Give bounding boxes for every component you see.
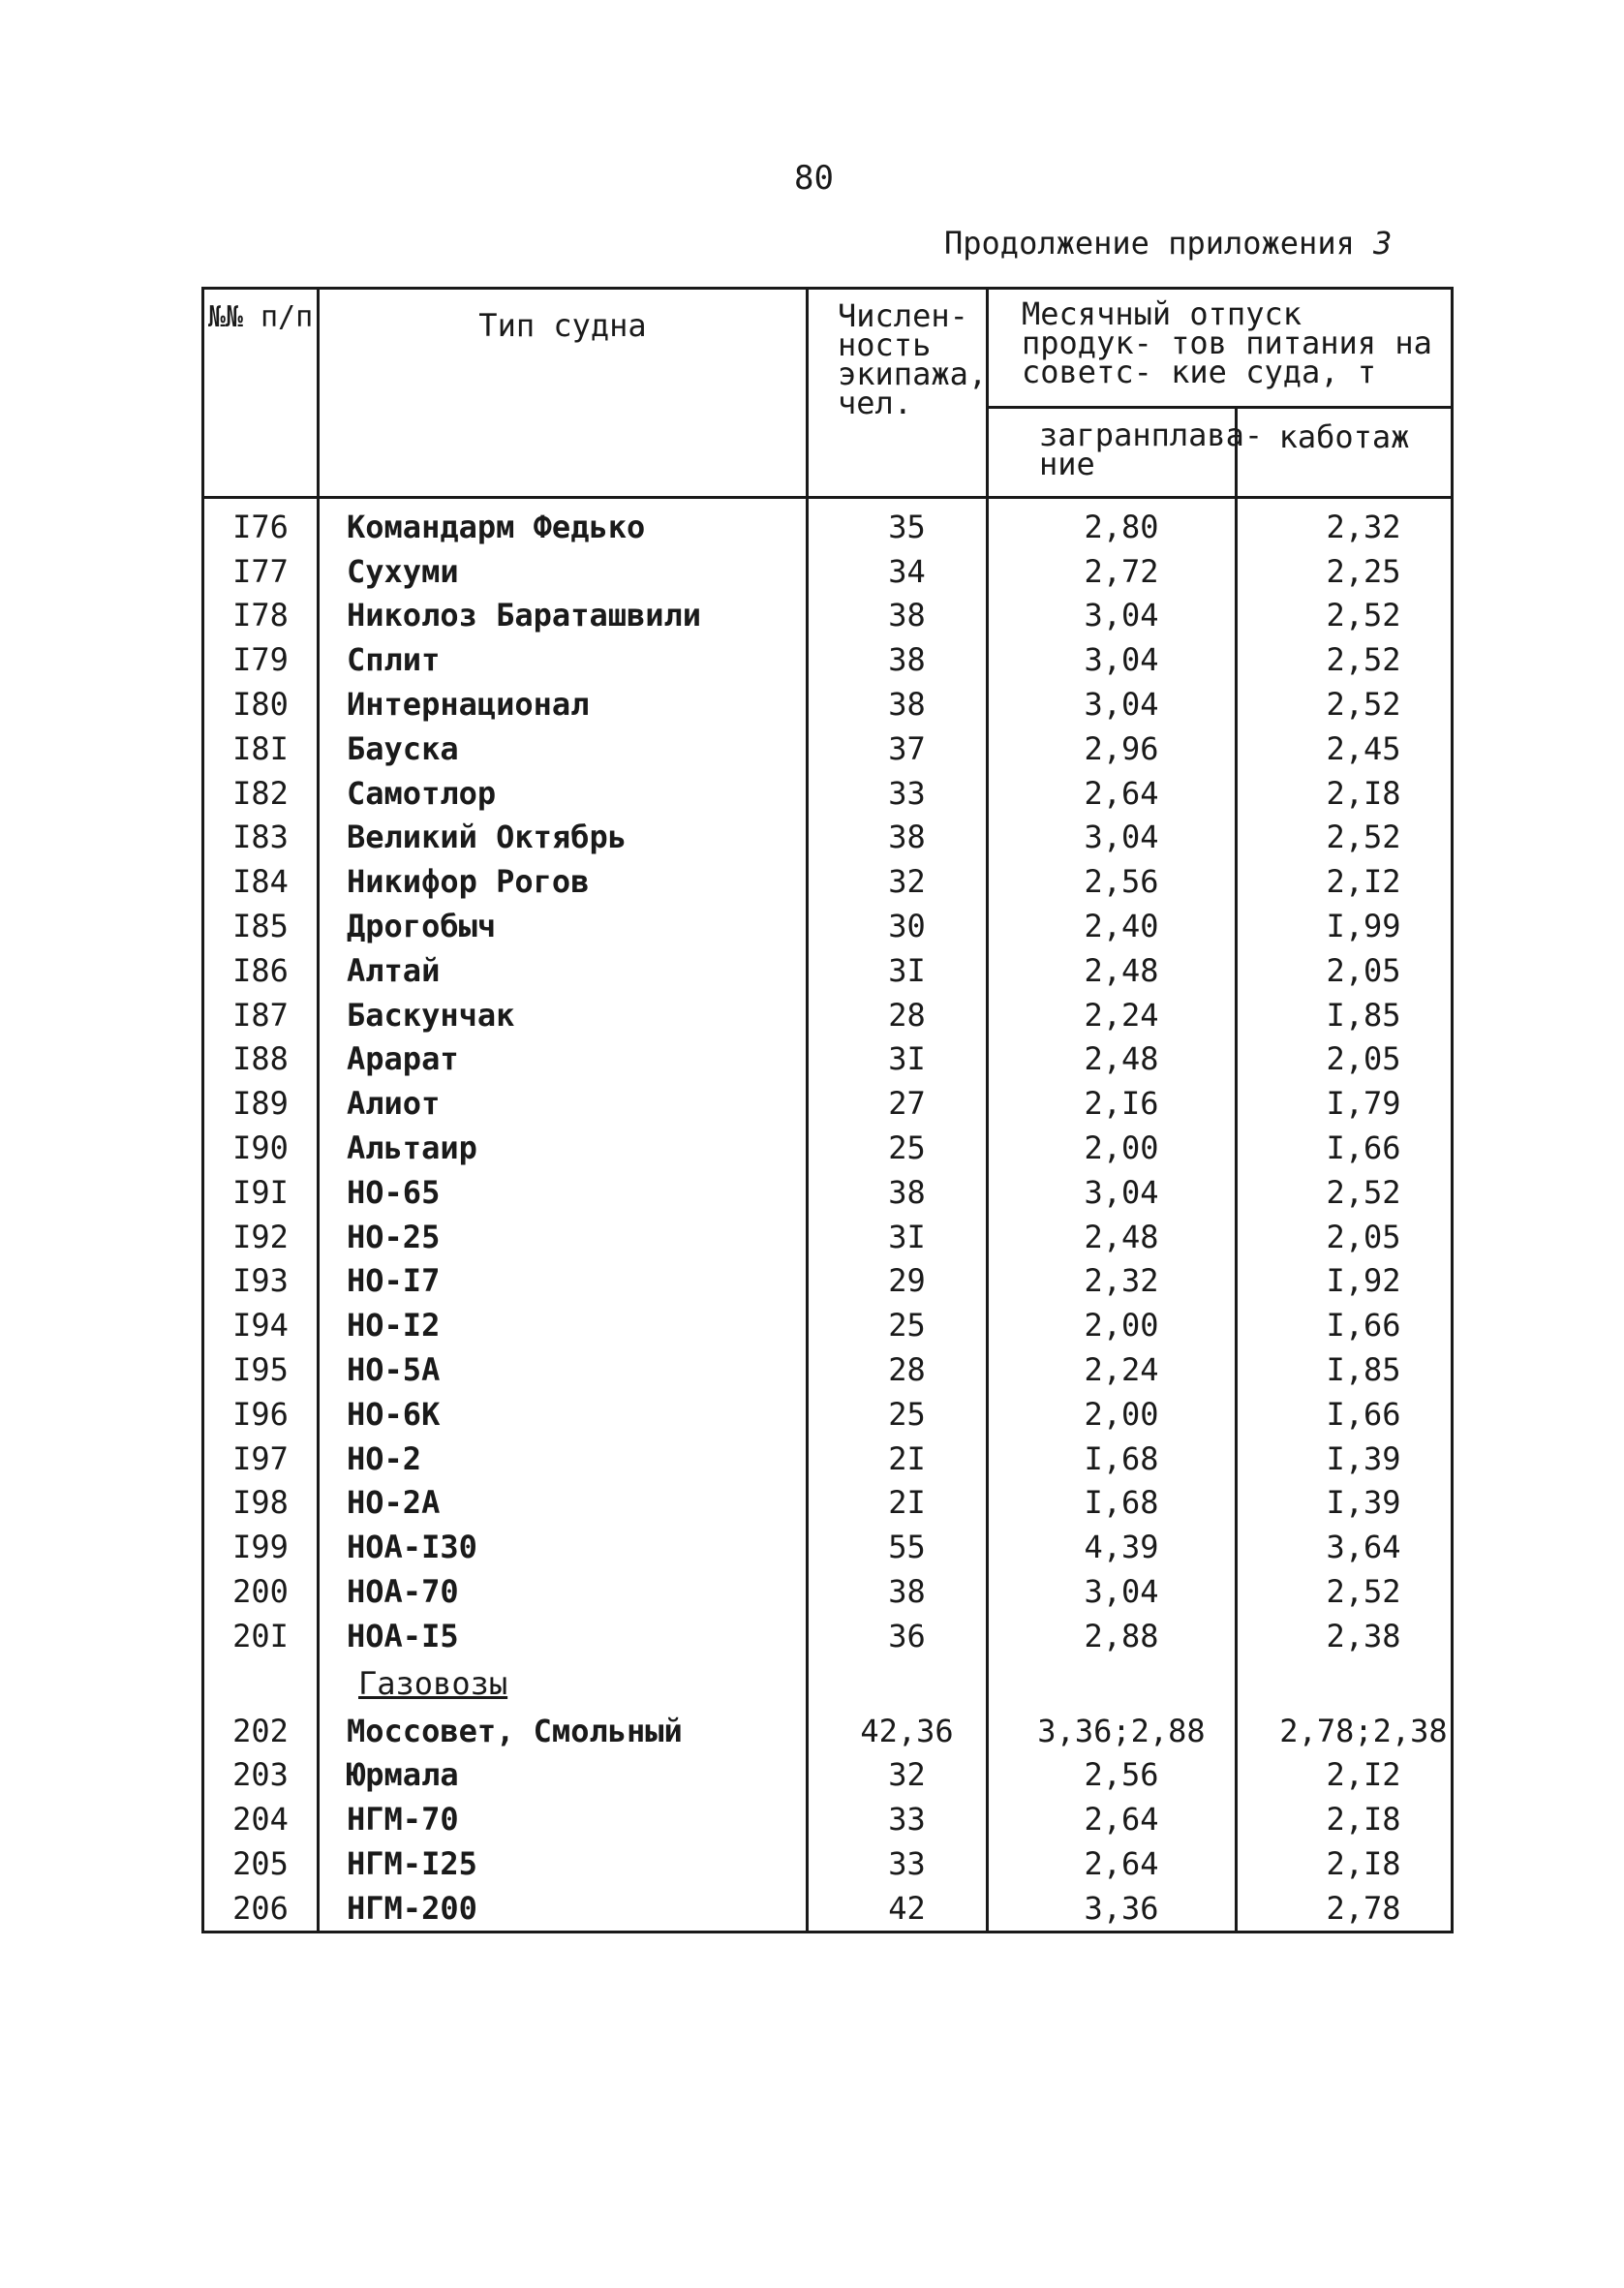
crew-size-cell: 27 <box>808 1081 988 1126</box>
crew-size-cell: 38 <box>808 816 988 860</box>
ship-type-cell: Алиот <box>319 1081 808 1126</box>
ship-type-cell: НО-25 <box>319 1215 808 1259</box>
ship-type-cell: Сплит <box>319 637 808 682</box>
abroad-supply-cell: 2,64 <box>988 1841 1237 1886</box>
header-abroad: загранплава- ние <box>988 408 1237 498</box>
table-body <box>203 498 1453 1932</box>
crew-size-cell: 33 <box>808 771 988 816</box>
empty-cell <box>988 1658 1237 1709</box>
ship-type-cell: Бауска <box>319 727 808 771</box>
table-row <box>203 1437 1453 1481</box>
abroad-supply-cell: 2,32 <box>988 1259 1237 1304</box>
row-number-cell: I80 <box>203 682 319 727</box>
row-number-cell: I94 <box>203 1303 319 1347</box>
crew-size-cell: 32 <box>808 859 988 904</box>
header-cabotage: каботаж <box>1237 408 1453 498</box>
abroad-supply-cell: 3,04 <box>988 1170 1237 1215</box>
ship-type-cell: НО-2 <box>319 1437 808 1481</box>
crew-size-cell: 38 <box>808 1569 988 1614</box>
abroad-supply-cell: 2,I6 <box>988 1081 1237 1126</box>
header-crew: Числен- ность экипажа, чел. <box>808 289 988 498</box>
row-number-cell: I85 <box>203 904 319 948</box>
ship-type-cell: Командарм Федько <box>319 498 808 549</box>
section-title-gas-carriers: Газовозы <box>319 1658 808 1709</box>
row-number-cell: I82 <box>203 771 319 816</box>
cabotage-supply-cell: I,66 <box>1237 1126 1453 1170</box>
crew-size-cell: 30 <box>808 904 988 948</box>
crew-size-cell: 28 <box>808 993 988 1037</box>
crew-size-cell: 25 <box>808 1392 988 1437</box>
crew-size-cell: 36 <box>808 1614 988 1658</box>
row-number-cell: 20I <box>203 1614 319 1658</box>
abroad-supply-cell: 2,80 <box>988 498 1237 549</box>
header-ship-type: Тип судна <box>319 289 808 498</box>
table-row <box>203 771 1453 816</box>
row-number-cell: 202 <box>203 1709 319 1753</box>
cabotage-supply-cell: 2,I2 <box>1237 859 1453 904</box>
abroad-supply-cell: 2,96 <box>988 727 1237 771</box>
table-row <box>203 904 1453 948</box>
ship-type-cell: Алтай <box>319 948 808 993</box>
abroad-supply-cell: 2,64 <box>988 771 1237 816</box>
cabotage-supply-cell: 2,25 <box>1237 549 1453 594</box>
crew-size-cell: 3I <box>808 948 988 993</box>
ship-type-cell: НГМ-200 <box>319 1886 808 1932</box>
crew-size-cell: 42,36 <box>808 1709 988 1753</box>
abroad-supply-cell: 2,88 <box>988 1614 1237 1658</box>
table-row <box>203 1753 1453 1798</box>
row-number-cell: I78 <box>203 594 319 638</box>
table-row <box>203 1841 1453 1886</box>
crew-size-cell: 38 <box>808 594 988 638</box>
row-number-cell: I77 <box>203 549 319 594</box>
row-number-cell: 205 <box>203 1841 319 1886</box>
ship-type-cell: Николоз Бараташвили <box>319 594 808 638</box>
ship-type-cell: Юрмала <box>319 1753 808 1798</box>
continuation-text: Продолжение приложения <box>944 225 1355 262</box>
crew-size-cell: 42 <box>808 1886 988 1932</box>
cabotage-supply-cell: 2,78;2,38 <box>1237 1709 1453 1753</box>
table-row <box>203 1797 1453 1841</box>
crew-size-cell: 35 <box>808 498 988 549</box>
cabotage-supply-cell: 2,05 <box>1237 1037 1453 1082</box>
table-row <box>203 1037 1453 1082</box>
row-number-cell: I86 <box>203 948 319 993</box>
ship-type-cell: НГМ-I25 <box>319 1841 808 1886</box>
row-number-cell: I88 <box>203 1037 319 1082</box>
ship-type-cell: НОА-I5 <box>319 1614 808 1658</box>
crew-size-cell: 34 <box>808 549 988 594</box>
cabotage-supply-cell: 2,32 <box>1237 498 1453 549</box>
table-row <box>203 1081 1453 1126</box>
cabotage-supply-cell: I,66 <box>1237 1303 1453 1347</box>
abroad-supply-cell: 2,56 <box>988 859 1237 904</box>
cabotage-supply-cell: 2,52 <box>1237 1170 1453 1215</box>
row-number-cell: I76 <box>203 498 319 549</box>
table-row <box>203 549 1453 594</box>
crew-size-cell: 32 <box>808 1753 988 1798</box>
table-row <box>203 1614 1453 1658</box>
row-number-cell: I83 <box>203 816 319 860</box>
table-row <box>203 1886 1453 1932</box>
cabotage-supply-cell: 2,52 <box>1237 816 1453 860</box>
cabotage-supply-cell: 2,I8 <box>1237 1841 1453 1886</box>
ship-type-cell: Моссовет, Смольный <box>319 1709 808 1753</box>
crew-size-cell: 33 <box>808 1841 988 1886</box>
empty-cell <box>808 1658 988 1709</box>
header-monthly-supply: Месячный отпуск продук- тов питания на советс- кие суда, т <box>988 289 1453 408</box>
table-row <box>203 948 1453 993</box>
abroad-supply-cell: 2,00 <box>988 1126 1237 1170</box>
table-row <box>203 727 1453 771</box>
cabotage-supply-cell: I,85 <box>1237 1347 1453 1392</box>
table-row <box>203 816 1453 860</box>
abroad-supply-cell: 3,36;2,88 <box>988 1709 1237 1753</box>
abroad-supply-cell: 2,48 <box>988 1037 1237 1082</box>
table-row <box>203 859 1453 904</box>
ship-type-cell: Баскунчак <box>319 993 808 1037</box>
empty-cell <box>1237 1658 1453 1709</box>
crew-size-cell: 38 <box>808 682 988 727</box>
cabotage-supply-cell: 2,I8 <box>1237 771 1453 816</box>
table-row <box>203 1170 1453 1215</box>
abroad-supply-cell: 2,24 <box>988 1347 1237 1392</box>
cabotage-supply-cell: 2,52 <box>1237 1569 1453 1614</box>
cabotage-supply-cell: 2,52 <box>1237 594 1453 638</box>
abroad-supply-cell: 2,40 <box>988 904 1237 948</box>
ship-type-cell: Альтаир <box>319 1126 808 1170</box>
cabotage-supply-cell: 2,45 <box>1237 727 1453 771</box>
cabotage-supply-cell: 2,38 <box>1237 1614 1453 1658</box>
crew-size-cell: 28 <box>808 1347 988 1392</box>
table-row <box>203 993 1453 1037</box>
table-row <box>203 637 1453 682</box>
cabotage-supply-cell: I,39 <box>1237 1481 1453 1526</box>
table-row <box>203 1525 1453 1569</box>
ship-type-cell: НОА-70 <box>319 1569 808 1614</box>
row-number-cell: I93 <box>203 1259 319 1304</box>
cabotage-supply-cell: I,39 <box>1237 1437 1453 1481</box>
appendix-number: 3 <box>1373 225 1393 262</box>
ship-type-cell: НО-2А <box>319 1481 808 1526</box>
crew-size-cell: 2I <box>808 1481 988 1526</box>
cabotage-supply-cell: I,92 <box>1237 1259 1453 1304</box>
crew-size-cell: 37 <box>808 727 988 771</box>
abroad-supply-cell: 2,64 <box>988 1797 1237 1841</box>
crew-size-cell: 33 <box>808 1797 988 1841</box>
table-row <box>203 1347 1453 1392</box>
row-number-cell: I84 <box>203 859 319 904</box>
row-number-cell: I90 <box>203 1126 319 1170</box>
cabotage-supply-cell: 2,78 <box>1237 1886 1453 1932</box>
table-row <box>203 1126 1453 1170</box>
table-row <box>203 1481 1453 1526</box>
cabotage-supply-cell: 2,I2 <box>1237 1753 1453 1798</box>
row-number-cell: 200 <box>203 1569 319 1614</box>
table-row <box>203 1569 1453 1614</box>
ship-type-cell: НО-I2 <box>319 1303 808 1347</box>
ship-type-cell: Арарат <box>319 1037 808 1082</box>
row-number-cell: 203 <box>203 1753 319 1798</box>
row-number-cell: 206 <box>203 1886 319 1932</box>
crew-size-cell: 38 <box>808 637 988 682</box>
row-number-cell: I9I <box>203 1170 319 1215</box>
cabotage-supply-cell: I,85 <box>1237 993 1453 1037</box>
table-row <box>203 1392 1453 1437</box>
row-number-cell: I79 <box>203 637 319 682</box>
page-number: 80 <box>794 159 834 198</box>
crew-size-cell: 25 <box>808 1126 988 1170</box>
row-number-cell: I97 <box>203 1437 319 1481</box>
row-number-cell: I92 <box>203 1215 319 1259</box>
cabotage-supply-cell: 2,I8 <box>1237 1797 1453 1841</box>
cabotage-supply-cell: I,66 <box>1237 1392 1453 1437</box>
ship-type-cell: НОА-I30 <box>319 1525 808 1569</box>
table-row <box>203 498 1453 549</box>
table-row <box>203 1259 1453 1304</box>
cabotage-supply-cell: 2,05 <box>1237 1215 1453 1259</box>
row-number-cell: I99 <box>203 1525 319 1569</box>
ship-type-cell: Интернационал <box>319 682 808 727</box>
ships-table <box>201 287 1454 1933</box>
abroad-supply-cell: 2,48 <box>988 1215 1237 1259</box>
table-row <box>203 1215 1453 1259</box>
cabotage-supply-cell: 2,52 <box>1237 682 1453 727</box>
abroad-supply-cell: 3,04 <box>988 816 1237 860</box>
row-number-cell: I87 <box>203 993 319 1037</box>
abroad-supply-cell: 4,39 <box>988 1525 1237 1569</box>
table-row <box>203 594 1453 638</box>
row-number-cell: I96 <box>203 1392 319 1437</box>
cabotage-supply-cell: 2,52 <box>1237 637 1453 682</box>
ship-type-cell: НО-5А <box>319 1347 808 1392</box>
table-row <box>203 1709 1453 1753</box>
abroad-supply-cell: I,68 <box>988 1481 1237 1526</box>
ship-type-cell: НГМ-70 <box>319 1797 808 1841</box>
crew-size-cell: 3I <box>808 1215 988 1259</box>
row-number-cell: 204 <box>203 1797 319 1841</box>
abroad-supply-cell: 2,00 <box>988 1392 1237 1437</box>
ship-type-cell: НО-65 <box>319 1170 808 1215</box>
abroad-supply-cell: 2,72 <box>988 549 1237 594</box>
row-number-cell: I98 <box>203 1481 319 1526</box>
abroad-supply-cell: 2,56 <box>988 1753 1237 1798</box>
table-row <box>203 682 1453 727</box>
section-row <box>203 1658 1453 1709</box>
crew-size-cell: 38 <box>808 1170 988 1215</box>
cabotage-supply-cell: 2,05 <box>1237 948 1453 993</box>
ship-type-cell: Сухуми <box>319 549 808 594</box>
row-number-cell: I89 <box>203 1081 319 1126</box>
continuation-caption <box>944 225 1392 262</box>
abroad-supply-cell: 2,00 <box>988 1303 1237 1347</box>
abroad-supply-cell: 3,04 <box>988 682 1237 727</box>
ship-type-cell: Дрогобыч <box>319 904 808 948</box>
cabotage-supply-cell: I,79 <box>1237 1081 1453 1126</box>
crew-size-cell: 55 <box>808 1525 988 1569</box>
abroad-supply-cell: I,68 <box>988 1437 1237 1481</box>
row-number-cell: I95 <box>203 1347 319 1392</box>
abroad-supply-cell: 3,04 <box>988 1569 1237 1614</box>
ship-type-cell: НО-6К <box>319 1392 808 1437</box>
cabotage-supply-cell: I,99 <box>1237 904 1453 948</box>
crew-size-cell: 25 <box>808 1303 988 1347</box>
abroad-supply-cell: 3,04 <box>988 637 1237 682</box>
row-number-cell: I8I <box>203 727 319 771</box>
abroad-supply-cell: 3,04 <box>988 594 1237 638</box>
header-number: №№ п/п <box>203 289 319 498</box>
ship-type-cell: Никифор Рогов <box>319 859 808 904</box>
ship-type-cell: Самотлор <box>319 771 808 816</box>
abroad-supply-cell: 2,24 <box>988 993 1237 1037</box>
abroad-supply-cell: 3,36 <box>988 1886 1237 1932</box>
abroad-supply-cell: 2,48 <box>988 948 1237 993</box>
ship-type-cell: НО-I7 <box>319 1259 808 1304</box>
cabotage-supply-cell: 3,64 <box>1237 1525 1453 1569</box>
table-row <box>203 1303 1453 1347</box>
crew-size-cell: 2I <box>808 1437 988 1481</box>
crew-size-cell: 29 <box>808 1259 988 1304</box>
crew-size-cell: 3I <box>808 1037 988 1082</box>
empty-cell <box>203 1658 319 1709</box>
ship-type-cell: Великий Октябрь <box>319 816 808 860</box>
